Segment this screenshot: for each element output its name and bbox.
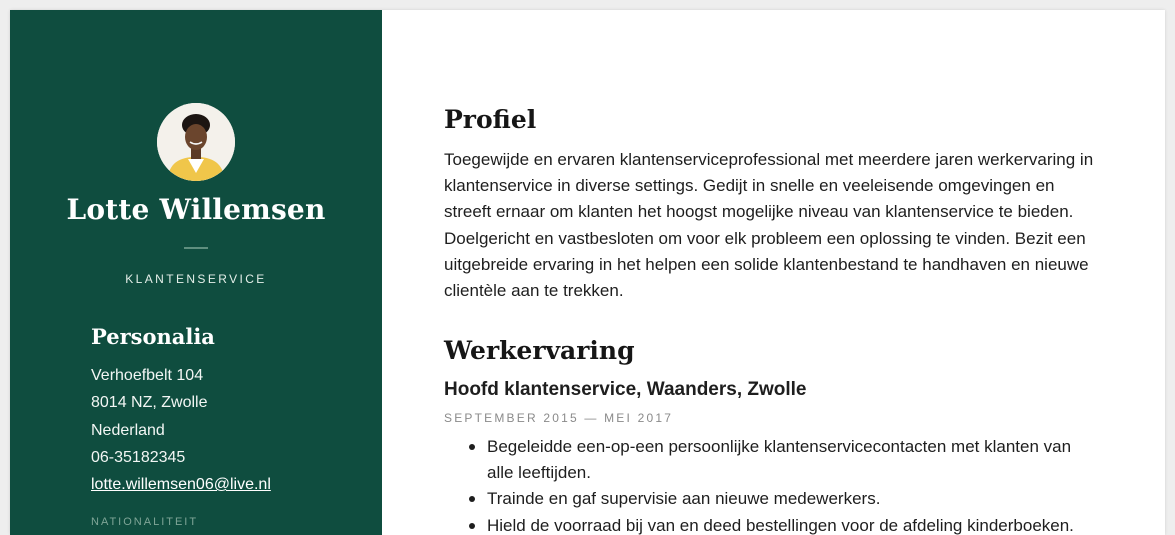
profile-heading: Profiel xyxy=(444,105,537,134)
address-street: Verhoefbelt 104 xyxy=(91,367,204,384)
resume-page xyxy=(10,10,1165,535)
job-role: KLANTENSERVICE xyxy=(125,272,267,286)
sidebar xyxy=(10,10,382,535)
work-experience-heading: Werkervaring xyxy=(444,336,635,365)
phone-number: 06-35182345 xyxy=(91,448,186,466)
profile-text: Toegewijde en ervaren klantenserviceprofessional met meerdere jaren werkervaring in klantenservice in diverse settings. Gedijt in snelle en veeleisende omgevingen en streeft ernaar om klanten het hoogst mogelijke niveau van klantenservice te bieden. Doelgericht en vastbesloten om voor elk probleem een oplossing te vinden. Bezit een uitgebreide ervaring in het helpen een solide klantenbestand te handhaven en nieuwe clientèle aan te trekken. xyxy=(444,150,1094,301)
name-divider xyxy=(184,247,208,249)
avatar xyxy=(157,103,235,181)
job-bullet: Hield de voorraad bij van en deed bestellingen voor de afdeling kinderboeken. xyxy=(467,513,1097,535)
email-link[interactable]: lotte.willemsen06@live.nl xyxy=(91,476,271,494)
job-title: Hoofd klantenservice, Waanders, Zwolle xyxy=(444,379,807,400)
address-postal-city: 8014 NZ, Zwolle xyxy=(91,394,208,412)
candidate-name: Lotte Willemsen xyxy=(66,193,326,226)
job-bullet: Trainde en gaf supervisie aan nieuwe medewerkers. xyxy=(467,486,1097,512)
nationality-label: NATIONALITEIT xyxy=(91,516,199,528)
profile-photo-icon xyxy=(157,103,235,181)
personalia-heading: Personalia xyxy=(91,324,215,349)
job-dates: SEPTEMBER 2015 — MEI 2017 xyxy=(444,411,674,425)
address-country: Nederland xyxy=(91,421,165,439)
job-bullet: Begeleidde een-op-een persoonlijke klantenservicecontacten met klanten van alle leeftijden. xyxy=(467,434,1097,486)
job-bullets xyxy=(467,434,1097,535)
contact-details xyxy=(91,362,271,498)
